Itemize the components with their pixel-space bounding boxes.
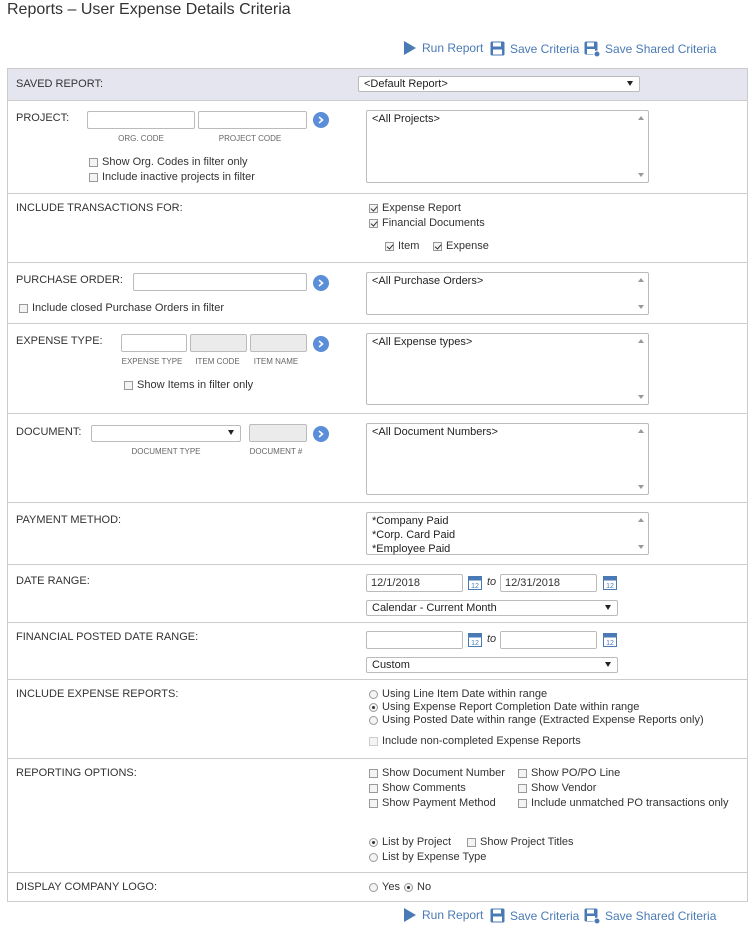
posted-from-input[interactable]	[366, 631, 463, 649]
show-po-line-label: Show PO/PO Line	[531, 767, 621, 779]
show-po-line-checkbox[interactable]	[518, 767, 620, 779]
completion-date-radio[interactable]	[369, 701, 639, 713]
expense-label: Expense	[446, 240, 489, 252]
checkbox-box-checked	[369, 204, 378, 213]
include-inactive-checkbox[interactable]	[89, 171, 255, 183]
display-logo-label: DISPLAY COMPANY LOGO:	[16, 881, 158, 893]
chevron-down-icon	[605, 662, 611, 667]
item-checkbox[interactable]	[385, 240, 419, 252]
show-project-titles-checkbox[interactable]	[467, 836, 574, 848]
save-criteria-label: Save Criteria	[510, 41, 580, 56]
run-report-button[interactable]	[403, 41, 483, 55]
completion-date-label: Using Expense Report Completion Date within range	[382, 701, 640, 713]
chevron-right-icon	[317, 430, 325, 438]
scroll-up-icon[interactable]	[638, 518, 644, 522]
divider	[8, 262, 747, 263]
document-listbox[interactable]	[366, 423, 649, 495]
project-listbox[interactable]	[366, 110, 649, 183]
document-number-input	[249, 424, 307, 442]
scroll-up-icon[interactable]	[638, 278, 644, 282]
save-criteria-label: Save Criteria	[510, 908, 580, 923]
checkbox-box	[89, 158, 98, 167]
show-items-checkbox[interactable]	[124, 379, 253, 391]
non-completed-checkbox[interactable]	[369, 735, 581, 747]
scrollbar[interactable]	[634, 513, 648, 554]
purchase-order-go-button[interactable]	[313, 275, 329, 291]
expense-type-caption: EXPENSE TYPE	[121, 357, 183, 366]
show-payment-method-label: Show Payment Method	[382, 797, 496, 809]
shared-floppy-icon	[584, 41, 600, 57]
list-by-project-label: List by Project	[382, 836, 452, 848]
checkbox-box	[369, 769, 378, 778]
checkbox-box-checked	[369, 219, 378, 228]
floppy-disk-icon	[490, 908, 505, 923]
checkbox-box	[369, 737, 378, 746]
radio-circle-selected	[369, 838, 378, 847]
show-project-titles-label: Show Project Titles	[480, 836, 574, 848]
list-item[interactable]: <All Document Numbers>	[372, 426, 498, 438]
saved-report-label: SAVED REPORT:	[16, 78, 104, 90]
svg-text:12: 12	[471, 640, 479, 647]
reporting-options-label: REPORTING OPTIONS:	[16, 767, 137, 779]
purchase-order-listbox[interactable]	[366, 272, 649, 315]
include-closed-po-label: Include closed Purchase Orders in filter	[32, 302, 224, 314]
scrollbar[interactable]	[634, 424, 648, 494]
document-type-select[interactable]	[91, 425, 241, 442]
show-comments-checkbox[interactable]	[369, 782, 466, 794]
logo-no-radio[interactable]	[404, 881, 431, 893]
posted-to-input[interactable]	[500, 631, 597, 649]
divider	[8, 622, 747, 623]
project-code-caption: PROJECT CODE	[218, 134, 282, 143]
expense-checkbox[interactable]	[433, 240, 489, 252]
include-expense-reports-label: INCLUDE EXPENSE REPORTS:	[16, 688, 179, 700]
save-shared-criteria-label: Save Shared Criteria	[605, 909, 717, 923]
non-completed-label: Include non-completed Expense Reports	[382, 735, 581, 747]
purchase-order-input[interactable]	[133, 273, 307, 291]
include-inactive-label: Include inactive projects in filter	[102, 171, 255, 183]
divider	[8, 413, 747, 414]
project-code-input[interactable]	[198, 111, 307, 129]
chevron-right-icon	[317, 279, 325, 287]
chevron-down-icon	[627, 81, 633, 86]
list-item[interactable]: <All Expense types>	[372, 336, 473, 348]
shared-floppy-icon	[584, 908, 600, 924]
scroll-up-icon[interactable]	[638, 339, 644, 343]
include-transactions-label: INCLUDE TRANSACTIONS FOR:	[16, 202, 183, 214]
scroll-down-icon[interactable]	[638, 173, 644, 177]
date-to-input[interactable]: 12/31/2018	[500, 574, 597, 592]
item-code-caption: ITEM CODE	[195, 357, 240, 366]
posted-range-label: FINANCIAL POSTED DATE RANGE:	[16, 631, 199, 643]
checkbox-box	[19, 304, 28, 313]
payment-method-listbox[interactable]	[366, 512, 649, 555]
expense-report-checkbox[interactable]	[369, 202, 461, 214]
show-comments-label: Show Comments	[382, 782, 466, 794]
item-code-input	[190, 334, 247, 352]
checkbox-box	[124, 381, 133, 390]
checkbox-box	[467, 838, 476, 847]
radio-circle	[369, 716, 378, 725]
divider	[8, 100, 747, 101]
radio-circle	[369, 690, 378, 699]
show-org-codes-checkbox[interactable]	[89, 156, 248, 168]
svg-text:12: 12	[606, 583, 614, 590]
play-icon	[403, 41, 417, 55]
expense-type-label: EXPENSE TYPE:	[16, 335, 103, 347]
scroll-up-icon[interactable]	[638, 429, 644, 433]
expense-type-input[interactable]	[121, 334, 187, 352]
list-by-expense-type-label: List by Expense Type	[382, 851, 487, 863]
divider	[8, 502, 747, 503]
item-name-caption: ITEM NAME	[253, 357, 299, 366]
show-vendor-checkbox[interactable]	[518, 782, 596, 794]
divider	[8, 872, 747, 873]
calendar-icon[interactable]	[468, 632, 482, 647]
scroll-down-icon[interactable]	[638, 305, 644, 309]
date-range-label: DATE RANGE:	[16, 575, 90, 587]
checkbox-box	[518, 799, 527, 808]
scroll-down-icon[interactable]	[638, 545, 644, 549]
run-report-button[interactable]	[403, 908, 483, 922]
checkbox-box	[369, 799, 378, 808]
svg-text:12: 12	[606, 640, 614, 647]
include-closed-po-checkbox[interactable]	[19, 302, 224, 314]
play-icon	[403, 908, 417, 922]
list-item[interactable]: <All Purchase Orders>	[372, 275, 484, 287]
date-preset-select[interactable]	[366, 600, 618, 616]
expense-report-label: Expense Report	[382, 202, 461, 214]
show-items-label: Show Items in filter only	[137, 379, 254, 391]
calendar-icon[interactable]	[468, 575, 482, 590]
divider	[8, 564, 747, 565]
save-shared-criteria-button[interactable]	[584, 41, 716, 57]
list-by-project-radio[interactable]	[369, 836, 451, 848]
item-label: Item	[398, 240, 420, 252]
checkbox-box	[369, 784, 378, 793]
include-unmatched-label: Include unmatched PO transactions only	[531, 797, 729, 809]
document-go-button[interactable]	[313, 426, 329, 442]
chevron-right-icon	[317, 116, 325, 124]
scroll-up-icon[interactable]	[638, 116, 644, 120]
save-criteria-button[interactable]	[490, 41, 579, 56]
project-go-button[interactable]	[313, 112, 329, 128]
org-code-caption: ORG. CODE	[118, 134, 164, 143]
calendar-icon[interactable]	[603, 632, 617, 647]
document-label: DOCUMENT:	[16, 426, 82, 438]
list-item[interactable]: *Corp. Card Paid	[372, 529, 456, 541]
logo-no-label: No	[417, 881, 432, 893]
list-item[interactable]: *Company Paid	[372, 515, 449, 527]
line-item-date-radio[interactable]	[369, 688, 547, 700]
posted-preset-select[interactable]	[366, 657, 618, 673]
scrollbar[interactable]	[634, 273, 648, 314]
radio-circle	[369, 883, 378, 892]
line-item-date-label: Using Line Item Date within range	[382, 688, 548, 700]
run-report-label: Run Report	[422, 908, 484, 922]
saved-report-select[interactable]	[358, 76, 640, 92]
show-payment-method-checkbox[interactable]	[369, 797, 496, 809]
posted-date-radio[interactable]	[369, 714, 704, 726]
svg-text:12: 12	[471, 583, 479, 590]
divider	[8, 193, 747, 194]
checkbox-box	[518, 769, 527, 778]
list-item[interactable]: <All Projects>	[372, 113, 440, 125]
org-code-input[interactable]	[87, 111, 195, 129]
logo-yes-radio[interactable]	[369, 881, 400, 893]
radio-circle-selected	[369, 703, 378, 712]
saved-report-value: <Default Report>	[364, 78, 448, 90]
radio-circle-selected	[404, 883, 413, 892]
divider	[8, 679, 747, 680]
scrollbar[interactable]	[634, 111, 648, 182]
checkbox-box-checked	[385, 242, 394, 251]
financial-documents-label: Financial Documents	[382, 217, 485, 229]
date-from-input[interactable]: 12/1/2018	[366, 574, 463, 592]
list-by-expense-type-radio[interactable]	[369, 851, 486, 863]
save-shared-criteria-button[interactable]	[584, 908, 716, 924]
scroll-down-icon[interactable]	[638, 485, 644, 489]
show-document-number-label: Show Document Number	[382, 767, 505, 779]
to-label: to	[487, 576, 497, 588]
expense-type-go-button[interactable]	[313, 336, 329, 352]
radio-circle	[369, 853, 378, 862]
show-org-codes-label: Show Org. Codes in filter only	[102, 156, 248, 168]
list-item[interactable]: *Employee Paid	[372, 543, 451, 555]
divider	[8, 323, 747, 324]
save-shared-criteria-label: Save Shared Criteria	[605, 42, 717, 56]
chevron-right-icon	[317, 340, 325, 348]
posted-preset-value: Custom	[372, 659, 410, 671]
payment-method-label: PAYMENT METHOD:	[16, 514, 122, 526]
calendar-icon[interactable]	[603, 575, 617, 590]
checkbox-box	[518, 784, 527, 793]
page-title: Reports – User Expense Details Criteria	[7, 1, 291, 18]
expense-type-listbox[interactable]	[366, 333, 649, 405]
financial-documents-checkbox[interactable]	[369, 217, 485, 229]
run-report-label: Run Report	[422, 41, 484, 55]
save-criteria-button[interactable]	[490, 908, 579, 923]
show-vendor-label: Show Vendor	[531, 782, 597, 794]
include-unmatched-checkbox[interactable]	[518, 797, 729, 809]
project-label: PROJECT:	[16, 112, 70, 124]
to-label: to	[487, 633, 497, 645]
divider	[8, 758, 747, 759]
scroll-down-icon[interactable]	[638, 395, 644, 399]
date-preset-value: Calendar - Current Month	[372, 602, 497, 614]
checkbox-box	[89, 173, 98, 182]
item-name-input	[250, 334, 307, 352]
purchase-order-label: PURCHASE ORDER:	[16, 274, 123, 286]
chevron-down-icon	[228, 430, 234, 435]
floppy-disk-icon	[490, 41, 505, 56]
posted-date-label: Using Posted Date within range (Extracted Expense Reports only)	[382, 714, 704, 726]
checkbox-box-checked	[433, 242, 442, 251]
chevron-down-icon	[605, 605, 611, 610]
document-number-caption: DOCUMENT #	[249, 447, 303, 456]
show-document-number-checkbox[interactable]	[369, 767, 505, 779]
document-type-caption: DOCUMENT TYPE	[131, 447, 201, 456]
scrollbar[interactable]	[634, 334, 648, 404]
logo-yes-label: Yes	[382, 881, 400, 893]
